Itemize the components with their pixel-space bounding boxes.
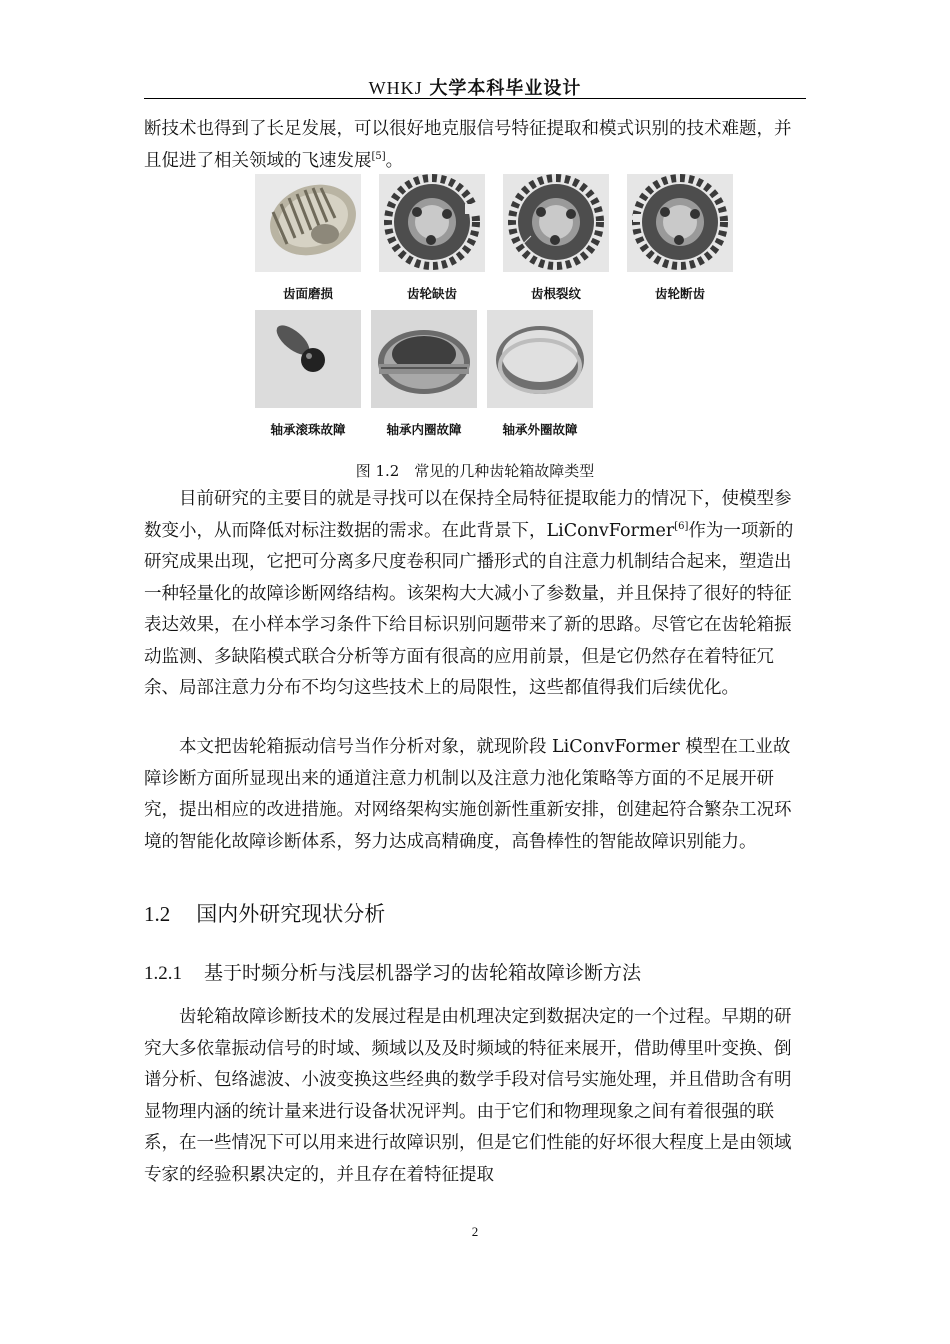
figure-cell-broken-tooth bbox=[627, 174, 733, 302]
paragraph-2-text-b: 作为一项新的研究成果出现，它把可分离多尺度卷积同广播形式的自注意力机制结合起来，塑造出一种轻量化的故障诊断网络结构。该架构大大减小了参数量，并且保持了很好的特征表达效果，在小样本学习条件下给目标识别问题带来了新的思路。尽管它在齿轮箱振动监测、多缺陷模式联合分析等方面有很高的应用前景，但是它仍然存在着特征冗余、局部注意力分布不均匀这些技术上的局限性，这些都值得我们后续优化。 bbox=[144, 520, 794, 698]
paragraph-1-text: 断技术也得到了长足发展，可以很好地克服信号特征提取和模式识别的技术难题，并且促进了相关领域的飞速发展 bbox=[144, 119, 792, 171]
paragraph-3: 本文把齿轮箱振动信号当作分析对象，就现阶段 LiConvFormer 模型在工业故障诊断方面所显现出来的通道注意力机制以及注意力池化策略等方面的不足展开研究，提出相应的改进措施。对网络架构实施创新性重新安排，创建起符合繁杂工况环境的智能化故障诊断体系，努力达成高精确度，高鲁棒性的智能故障识别能力。 bbox=[144, 737, 792, 852]
header-rule bbox=[144, 98, 806, 99]
paragraph-1 bbox=[144, 114, 806, 177]
page-number: 2 bbox=[471, 1224, 479, 1239]
header-title-cjk: 大学本科毕业设计 bbox=[429, 78, 582, 99]
root-crack-image bbox=[503, 174, 609, 272]
paragraph-2 bbox=[144, 484, 806, 705]
section-heading bbox=[144, 898, 385, 928]
figure-cell-root-crack bbox=[503, 174, 609, 302]
caption-broken-tooth: 齿轮断齿 bbox=[654, 286, 705, 301]
subsection-heading bbox=[144, 958, 641, 985]
tooth-wear-image bbox=[255, 174, 361, 272]
running-header bbox=[144, 74, 806, 100]
outer-race-fault-image bbox=[487, 310, 593, 408]
figure-cell-ball-fault bbox=[255, 310, 361, 438]
caption-root-crack: 齿根裂纹 bbox=[530, 286, 581, 301]
subsection-number: 1.2.1 bbox=[144, 963, 182, 984]
gear-fault-figure bbox=[255, 174, 735, 436]
citation-6: [6] bbox=[674, 520, 689, 532]
inner-race-fault-image bbox=[371, 310, 477, 408]
broken-tooth-image bbox=[627, 174, 733, 272]
figure-cell-outer-race-fault bbox=[487, 310, 593, 438]
missing-tooth-image bbox=[379, 174, 485, 272]
header-title-latin: WHKJ bbox=[368, 78, 423, 98]
paragraph-4: 齿轮箱故障诊断技术的发展过程是由机理决定到数据决定的一个过程。早期的研究大多依靠振动信号的时域、频域以及及时频域的特征来展开，借助傅里叶变换、倒谱分析、包络滤波、小波变换这些经典的数学手段对信号实施处理，并且借助含有明显物理内涵的统计量来进行设备状况评判。由于它们和物理现象之间有着很强的联系，在一些情况下可以用来进行故障识别，但是它们性能的好坏很大程度上是由领域专家的经验积累决定的，并且存在着特征提取 bbox=[144, 1007, 792, 1185]
caption-tooth-wear: 齿面磨损 bbox=[282, 286, 333, 301]
caption-outer-race-fault: 轴承外圈故障 bbox=[502, 422, 578, 437]
paragraph-2-text-a: 目前研究的主要目的就是寻找可以在保持全局特征提取能力的情况下，使模型参数变小，从而降低对标注数据的需求。在此背景下，LiConvFormer bbox=[144, 489, 792, 541]
section-number: 1.2 bbox=[144, 902, 171, 926]
citation-5: [5] bbox=[371, 150, 386, 162]
caption-inner-race-fault: 轴承内圈故障 bbox=[386, 422, 462, 437]
ball-fault-image bbox=[255, 310, 361, 408]
paragraph-1-tail: 。 bbox=[385, 150, 404, 171]
figure-cell-inner-race-fault bbox=[371, 310, 477, 438]
section-title: 国内外研究现状分析 bbox=[196, 902, 386, 926]
figure-cell-tooth-wear bbox=[255, 174, 361, 302]
figure-caption: 图 1.2 常见的几种齿轮箱故障类型 bbox=[355, 462, 595, 480]
figure-cell-missing-tooth bbox=[379, 174, 485, 302]
caption-ball-fault: 轴承滚珠故障 bbox=[270, 422, 346, 437]
subsection-title: 基于时频分析与浅层机器学习的齿轮箱故障诊断方法 bbox=[204, 962, 642, 984]
caption-missing-tooth: 齿轮缺齿 bbox=[406, 286, 457, 301]
